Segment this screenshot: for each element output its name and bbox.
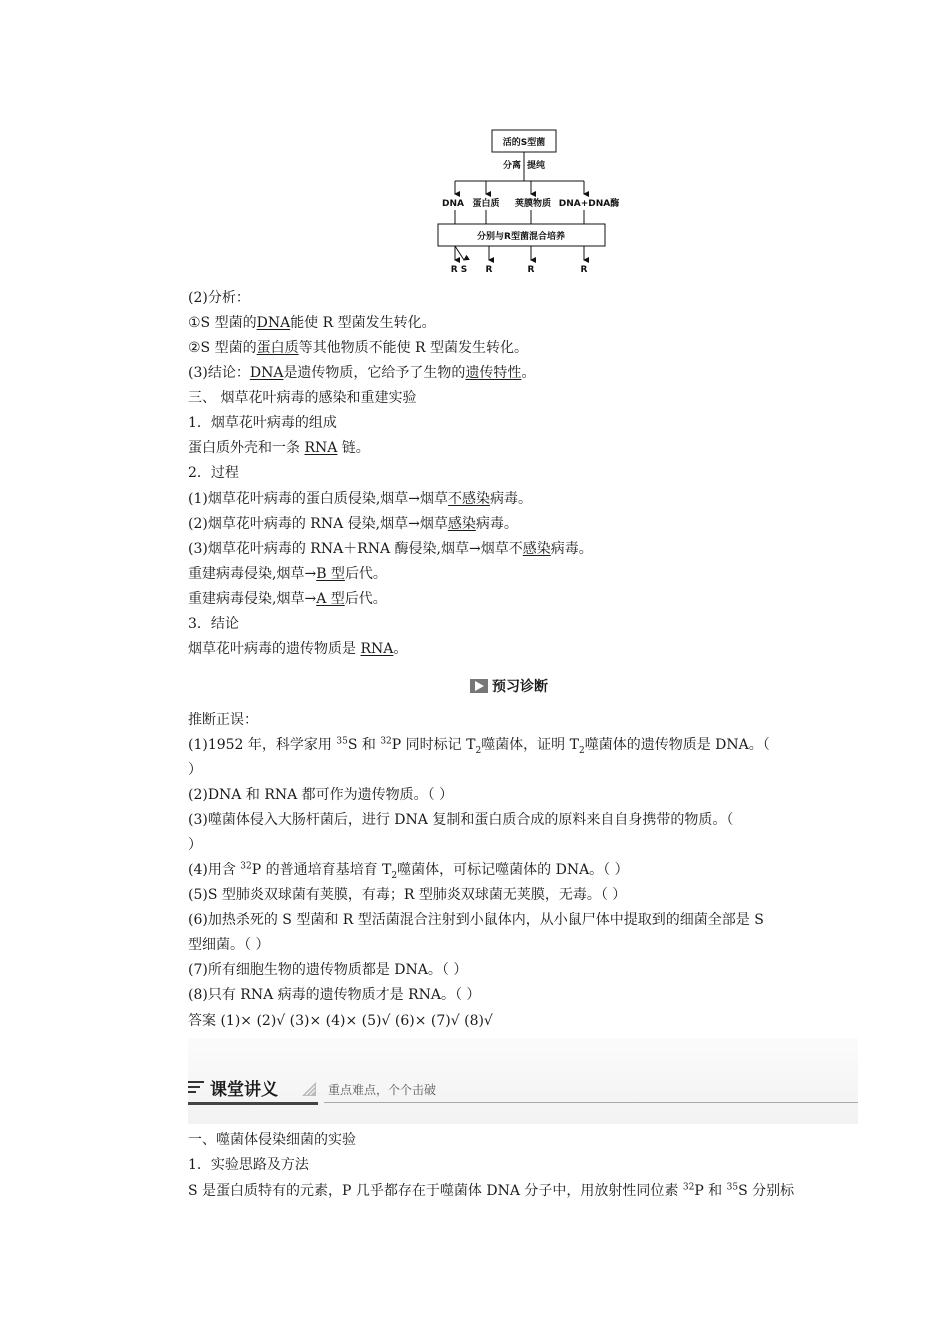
result-r-3: R [580,265,588,275]
subheading-composition: 1．烟草花叶病毒的组成 [188,415,337,431]
quiz-item-1-close: ） [188,762,202,778]
result-rs: R S [450,265,468,275]
quiz-item-3: (3)噬菌体侵入大肠杆菌后，进行 DNA 复制和蛋白质合成的原料来自自身携带的物质。（ [188,812,734,828]
analysis-point-1: ①S 型菌的DNA能使 R 型菌发生转化。 [188,315,436,331]
composition-text: 蛋白质外壳和一条 RNA 链。 [188,440,370,456]
quiz-item-3-close: ） [188,837,202,853]
lines-icon [188,1080,204,1094]
section-title: 预习诊断 [492,679,548,695]
quiz-item-4: (4)用含 $^{32}$P 的普通培育基培育 $T_2$噬菌体，可标记噬菌体的 DNA。（ ） [188,861,629,881]
quiz-answers: 答案 (1)× (2)√ (3)× (4)× (5)√ (6)× (7)√ (8)√ [188,1013,493,1029]
quiz-intro: 推断正误： [188,712,258,728]
process-step-1: (1)烟草花叶病毒的蛋白质侵染,烟草→烟草不感染病毒。 [188,491,533,507]
result-r-2: R [527,265,535,275]
lecture-header-band [188,1038,858,1124]
blank-dna: DNA [256,315,291,331]
purify-label: 提纯 [527,161,546,171]
header-rule-thick [188,1102,318,1105]
process-step-2: (2)烟草花叶病毒的 RNA 侵染,烟草→烟草感染病毒。 [188,516,518,532]
process-step-3: (3)烟草花叶病毒的 RNA＋RNA 酶侵染,烟草→烟草不感染病毒。 [188,541,593,557]
subheading-conclusion: 3．结论 [188,616,239,632]
quiz-item-1: (1)1952 年，科学家用 $^{35}$S 和 $^{32}$P 同时标记 $T_2$噬菌体，证明 $T_2$噬菌体的遗传物质是 DNA。（ [188,736,770,756]
quiz-item-7: (7)所有细胞生物的遗传物质都是 DNA。（ ） [188,962,468,978]
result-r-1: R [485,265,493,275]
play-icon [470,679,488,693]
header-rule-thin [324,1102,858,1103]
analysis-heading: (2)分析： [188,290,250,306]
blank-protein: 蛋白质 [256,340,299,356]
top-box-label: 活的S型菌 [502,138,546,148]
lecture-title: 课堂讲义 [188,1072,278,1102]
section-3-heading: 三、 烟草花叶病毒的感染和重建实验 [188,390,417,406]
lecture-subtitle: 重点难点，个个击破 [328,1083,437,1097]
quiz-item-5: (5)S 型肺炎双球菌有荚膜，有毒；R 型肺炎双球菌无荚膜，无毒。（ ） [188,887,627,903]
method-text: S 是蛋白质特有的元素，P 几乎都存在于噬菌体 DNA 分子中，用放射性同位素 $^{32}$P 和 $^{35}$S 分别标 [188,1182,795,1199]
separate-label: 分离 [502,161,521,171]
quiz-item-6-cont: 型细菌。（ ） [188,937,270,953]
component-capsule: 荚膜物质 [514,199,552,209]
preview-diagnosis-banner [470,676,548,696]
analysis-point-2: ②S 型菌的蛋白质等其他物质不能使 R 型菌发生转化。 [188,340,529,356]
quiz-item-2: (2)DNA 和 RNA 都可作为遗传物质。（ ） [188,787,454,803]
section-1-heading: 一、噬菌体侵染细菌的实验 [188,1132,356,1148]
conclusion-line: (3)结论：DNA是遗传物质，它给予了生物的遗传特性。 [188,365,536,381]
subheading-method: 1．实验思路及方法 [188,1157,309,1173]
rebuild-line-b: 重建病毒侵染,烟草→B 型后代。 [188,566,387,582]
component-protein: 蛋白质 [472,199,500,209]
quiz-item-8: (8)只有 RNA 病毒的遗传物质才是 RNA。（ ） [188,987,481,1003]
rebuild-line-a: 重建病毒侵染,烟草→A 型后代。 [188,591,387,607]
mix-box-label: 分别与R型菌混合培养 [477,232,565,242]
experiment-flow-diagram [437,128,620,276]
component-dna-dnase: DNA+DNA酶 [558,199,620,209]
conclusion-text: 烟草花叶病毒的遗传物质是 RNA。 [188,641,408,657]
component-dna: DNA [442,199,464,209]
quiz-item-6: (6)加热杀死的 S 型菌和 R 型活菌混合注射到小鼠体内，从小鼠尸体中提取到的细菌全部是 S [188,912,764,928]
subheading-process: 2．过程 [188,465,239,481]
triangle-deco-icon [302,1082,316,1096]
